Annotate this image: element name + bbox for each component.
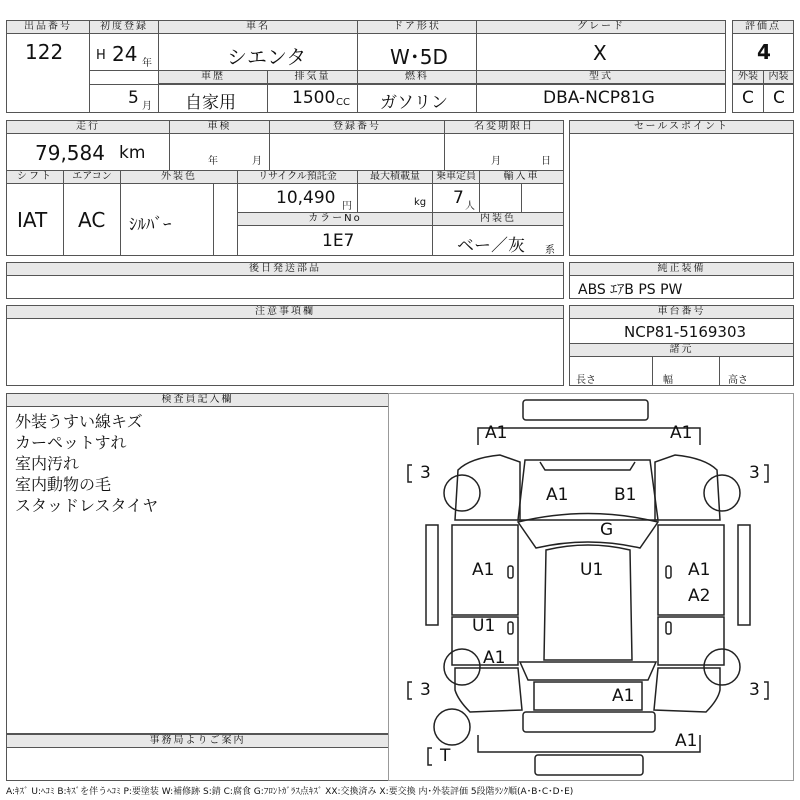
mark-hood-right: B1 xyxy=(614,485,637,505)
notes-cell xyxy=(6,318,564,386)
first-reg-month: 5 xyxy=(128,88,139,108)
int-color: ベー／灰 xyxy=(457,236,525,256)
inspector-remarks xyxy=(6,406,389,734)
genuine-equipment: ABS ｴｱB PS PW xyxy=(578,282,683,298)
remark-line: カーペットすれ xyxy=(15,433,127,452)
mark-front-right: A1 xyxy=(670,423,693,443)
insp-year-unit: 年 xyxy=(208,156,218,167)
interior-cell xyxy=(763,84,794,113)
exterior-cell xyxy=(732,84,764,113)
ext-color-cell xyxy=(120,183,214,256)
exterior-label: 外装 xyxy=(732,70,764,84)
grade-cell xyxy=(476,33,726,71)
first-reg-month-cell xyxy=(89,84,159,113)
model: DBA-NCP81G xyxy=(543,88,655,108)
fuel: ガソリン xyxy=(380,93,448,113)
shift-label: シフト xyxy=(6,170,64,184)
door-label: ドア形状 xyxy=(357,20,477,34)
chassis-no: NCP81-5169303 xyxy=(624,323,747,341)
sales-point-cell xyxy=(569,133,794,256)
fuel-cell xyxy=(357,84,477,113)
recycle-cell xyxy=(237,183,358,213)
inspection-label: 車検 xyxy=(169,120,270,134)
reg-no-cell xyxy=(269,133,445,171)
ext-color-spare-cell xyxy=(213,183,238,256)
ext-color-label: 外装色 xyxy=(120,170,238,184)
mark-rear-gate: A1 xyxy=(612,686,635,706)
ac-cell xyxy=(63,183,121,256)
mark-tire-fl: 3 xyxy=(420,463,431,483)
import-cell-a xyxy=(479,183,522,213)
model-label: 型式 xyxy=(476,70,726,84)
notes-label: 注意事項欄 xyxy=(6,305,564,319)
car-name-cell xyxy=(158,33,358,71)
office-label: 事務局よりご案内 xyxy=(6,734,389,748)
grade-label: グレード xyxy=(476,20,726,34)
era: H xyxy=(96,48,106,63)
mark-windshield: G xyxy=(600,520,614,540)
damage-diagram-frame xyxy=(388,393,794,781)
mark-left-rear-door: U1 xyxy=(472,616,496,636)
month-unit: 月 xyxy=(142,101,152,112)
lot-no-cell xyxy=(6,33,90,113)
reg-no-label: 登録番号 xyxy=(269,120,445,134)
genuine-label: 純正装備 xyxy=(569,262,794,276)
mark-right-front-door: A1 xyxy=(688,560,711,580)
import-cell-b xyxy=(521,183,564,213)
int-color-suffix: 系 xyxy=(545,245,555,256)
mileage-label: 走行 xyxy=(6,120,170,134)
spec-height-cell xyxy=(719,356,794,386)
inspector-label: 検査員記入欄 xyxy=(6,393,389,407)
first-reg-label: 初度登録 xyxy=(89,20,159,34)
color-no-cell xyxy=(237,225,433,256)
shift: IAT xyxy=(17,208,48,232)
first-reg-year-cell xyxy=(89,33,159,71)
history: 自家用 xyxy=(185,93,236,113)
capacity-label: 乗車定員 xyxy=(432,170,480,184)
year-unit: 年 xyxy=(142,58,152,69)
fuel-label: 燃料 xyxy=(357,70,477,84)
genuine-cell xyxy=(569,275,794,299)
capacity-cell xyxy=(432,183,480,213)
recycle-unit: 円 xyxy=(342,201,352,212)
chassis-label: 車台番号 xyxy=(569,305,794,319)
mark-front-left: A1 xyxy=(485,423,508,443)
later-parts-cell xyxy=(6,275,564,299)
interior-grade: C xyxy=(773,88,785,108)
spec-length-cell xyxy=(569,356,653,386)
lot-no: 122 xyxy=(25,40,64,64)
sales-point-label: セールスポイント xyxy=(569,120,794,134)
ext-color: ｼﾙﾊﾞｰ xyxy=(129,215,172,235)
remark-line: スタッドレスタイヤ xyxy=(15,496,159,515)
recycle-label: リサイクル預託金 xyxy=(237,170,358,184)
history-cell xyxy=(158,84,268,113)
mark-left-rear-quarter: A1 xyxy=(483,648,506,668)
color-no: 1E7 xyxy=(322,231,355,251)
damage-code-legend: A:ｷｽﾞ U:ﾍｺﾐ B:ｷｽﾞを伴うﾍｺﾐ P:要塗装 W:補修跡 S:錆 C:腐食 G:ﾌﾛﾝﾄｶﾞﾗｽ点ｷｽﾞ XX:交換済み X:要交換 内･外装評価 5段階ﾗﾝｸ順(A･B･C･D･E) xyxy=(6,787,574,797)
car-name-label: 車名 xyxy=(158,20,358,34)
displacement-unit: CC xyxy=(336,97,350,108)
max-load-unit: kg xyxy=(414,197,427,208)
chassis-cell xyxy=(569,318,794,344)
car-name: シエンタ xyxy=(227,45,307,69)
capacity: 7 xyxy=(453,188,464,208)
score-label: 評価点 xyxy=(732,20,794,34)
name-change-label: 名変期限日 xyxy=(444,120,564,134)
int-color-cell xyxy=(432,225,564,256)
mark-hood-left: A1 xyxy=(546,485,569,505)
model-cell xyxy=(476,84,726,113)
ac: AC xyxy=(78,208,106,232)
spec-height-label: 高さ xyxy=(728,375,748,386)
mark-left-front-door: A1 xyxy=(472,560,495,580)
score: 4 xyxy=(757,40,771,64)
import-label: 輸入車 xyxy=(479,170,564,184)
shift-cell xyxy=(6,183,64,256)
spec-width-cell xyxy=(652,356,720,386)
spec-length-label: 長さ xyxy=(576,375,596,386)
name-change-cell xyxy=(444,133,564,171)
remark-line: 外装うすい線キズ xyxy=(15,412,143,431)
capacity-unit: 人 xyxy=(465,201,475,212)
displacement: 1500 xyxy=(292,88,336,108)
office-cell xyxy=(6,747,389,781)
mileage: 79,584 xyxy=(35,141,105,165)
max-load-cell xyxy=(357,183,433,213)
door-cell xyxy=(357,33,477,71)
displacement-label: 排気量 xyxy=(267,70,358,84)
displacement-cell xyxy=(267,84,358,113)
mileage-cell xyxy=(6,133,170,171)
door-type: W･5D xyxy=(390,45,448,69)
remark-line: 室内汚れ xyxy=(15,454,80,473)
insp-month-unit: 月 xyxy=(252,156,262,167)
int-color-label: 内装色 xyxy=(432,212,564,226)
ac-label: エアコン xyxy=(63,170,121,184)
mark-tire-rl: 3 xyxy=(420,680,431,700)
remark-line: 室内動物の毛 xyxy=(15,475,112,494)
history-label: 車歴 xyxy=(158,70,268,84)
spec-width-label: 幅 xyxy=(663,375,673,386)
inspection-cell xyxy=(169,133,270,171)
nc-day-unit: 日 xyxy=(541,156,551,167)
later-parts-label: 後日発送部品 xyxy=(6,262,564,276)
mark-spare: T xyxy=(440,746,451,766)
max-load-label: 最大積載量 xyxy=(357,170,433,184)
grade: X xyxy=(593,41,607,65)
lot-no-label: 出品番号 xyxy=(6,20,90,34)
mark-right-rear-door: A2 xyxy=(688,586,711,606)
first-reg-year: 24 xyxy=(112,42,138,66)
color-no-label: カラーNo xyxy=(237,212,433,226)
recycle: 10,490 xyxy=(276,188,336,208)
mark-rear-bumper: A1 xyxy=(675,731,698,751)
exterior-grade: C xyxy=(742,88,754,108)
mark-roof: U1 xyxy=(580,560,604,580)
nc-month-unit: 月 xyxy=(491,156,501,167)
interior-label: 内装 xyxy=(763,70,794,84)
mark-tire-fr: 3 xyxy=(749,463,760,483)
mark-tire-rr: 3 xyxy=(749,680,760,700)
mileage-unit: km xyxy=(119,143,146,163)
specs-label: 諸元 xyxy=(569,343,794,357)
score-cell xyxy=(732,33,794,71)
